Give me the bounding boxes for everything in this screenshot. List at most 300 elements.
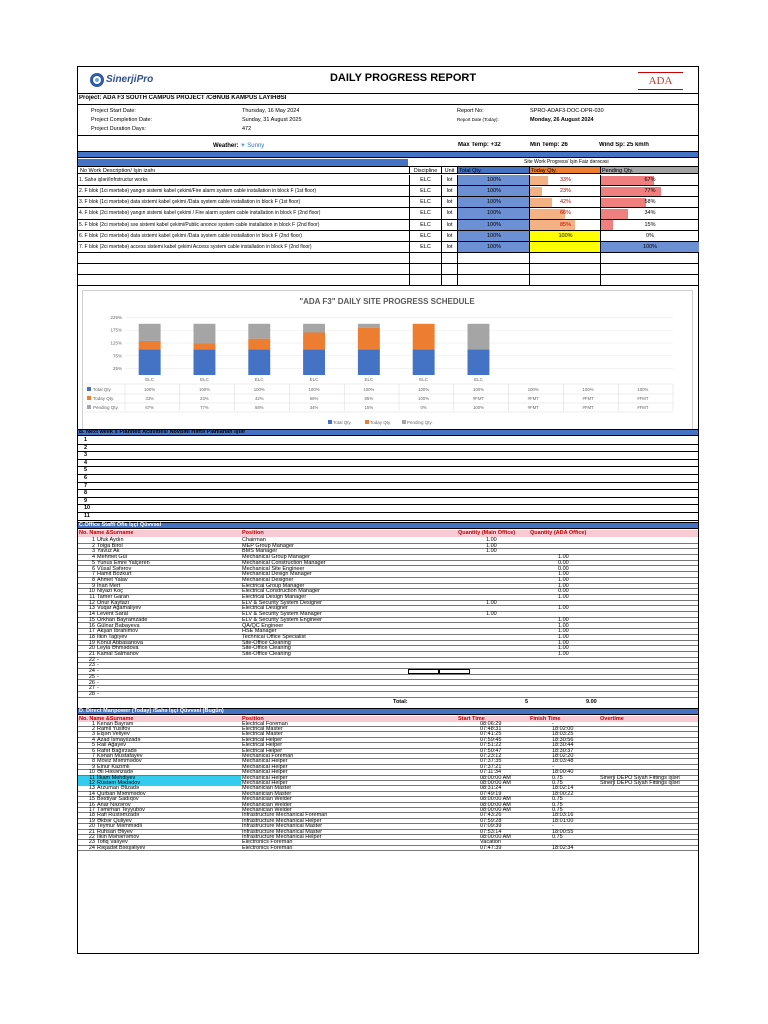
mp-no: 6 xyxy=(91,747,95,754)
office-no: 8 xyxy=(91,576,95,583)
office-ada-qty: 1.00 xyxy=(558,622,569,629)
x-tick-label: ELC xyxy=(145,377,155,382)
total-ada: 9.00 xyxy=(586,698,597,705)
empty-cell xyxy=(441,264,442,274)
office-ada-qty: 1.00 xyxy=(558,576,569,583)
next-week-no: 4 xyxy=(84,459,88,466)
weather-label: Weather: xyxy=(213,143,239,149)
bar-pending xyxy=(358,324,380,328)
mp-no: 4 xyxy=(91,736,95,743)
next-week-row xyxy=(78,483,698,491)
data-label: 15% xyxy=(364,405,374,410)
mp-position: Mechanical Helper xyxy=(242,769,288,776)
mp-finish: - xyxy=(552,823,554,830)
mp-overtime: Sinerji DEPO Siyah Fittings işləri xyxy=(600,780,680,786)
mp-name: Rafi Rüstəmzadə xyxy=(97,812,140,819)
office-no: 26 xyxy=(88,679,95,686)
mp-no: 21 xyxy=(88,828,95,835)
office-name: Tamer Garan xyxy=(97,594,130,600)
mp-finish: 18:01:00 xyxy=(552,817,574,824)
office-position: ELV & Security System Manager xyxy=(242,611,322,618)
start-date: Thursday, 16 May 2024 xyxy=(242,108,300,114)
empty-cell xyxy=(457,253,458,263)
mp-finish: 18:03:16 xyxy=(552,812,574,819)
office-name: - xyxy=(97,656,99,663)
start-date-label: Project Start Date: xyxy=(91,108,136,114)
bar-pending xyxy=(139,324,161,341)
mp-name: İlkin Məhərrəmov xyxy=(97,834,140,840)
y-tick-label: 75% xyxy=(112,353,122,359)
office-name: Leyla Əhmədova xyxy=(97,645,139,652)
work-unit: lot xyxy=(441,197,457,207)
section-b-title: B. Next week`s Planned Activities/ Növbəti Həftə Planlanan İşlər xyxy=(79,429,246,435)
work-today: 100% xyxy=(558,232,573,239)
work-unit: lot xyxy=(441,242,457,252)
office-no: 21 xyxy=(88,651,95,657)
mp-no: 2 xyxy=(91,726,95,732)
work-today-cell xyxy=(529,208,600,218)
col-pending: Pending Qty. xyxy=(600,167,698,173)
data-label: 33% xyxy=(145,396,154,401)
office-main-qty: 1.00 xyxy=(486,542,497,549)
section-c-title: C.Office Staff/ Ofis İşçi Qüvvəsi xyxy=(79,522,162,528)
office-name: Tolga Birol xyxy=(97,542,123,549)
data-label: 100% xyxy=(308,387,320,392)
y-tick-label: 175% xyxy=(110,327,122,333)
mp-start: 08:00:00 AM xyxy=(480,774,511,781)
mp-position: Infrastructure Mechanical Helper xyxy=(242,817,322,824)
weather-value: ☀ Sunny xyxy=(240,143,265,149)
bar-total xyxy=(413,349,435,375)
office-ada-qty: 1.00 xyxy=(558,639,569,646)
work-row xyxy=(78,186,698,197)
office-name: Könül Abbasanova xyxy=(97,639,143,646)
mp-start: 07:11:34 xyxy=(480,769,502,776)
office-no: 3 xyxy=(91,548,95,555)
mp-start: 07:59:45 xyxy=(480,736,502,743)
completion-date-label: Project Completion Date: xyxy=(91,117,153,123)
office-name: Levent Saral xyxy=(97,611,128,618)
office-position: ELV & Security System Designer xyxy=(242,599,322,606)
office-no: 16 xyxy=(88,622,95,629)
empty-cell xyxy=(600,253,601,263)
mp-finish: 18:02:34 xyxy=(552,844,574,851)
mp-name: Rəşadət Bəxşəliyev xyxy=(97,844,146,851)
legend-swatch xyxy=(87,387,91,391)
section-a-sub xyxy=(78,159,408,166)
office-position: ELV & Security System Engineer xyxy=(242,616,322,623)
office-no: 4 xyxy=(91,554,95,561)
mp-position: Electrical Foreman xyxy=(242,720,288,727)
y-tick-label: 25% xyxy=(112,366,122,372)
work-total-cell xyxy=(457,186,529,196)
mp-no: 24 xyxy=(88,844,95,851)
work-row xyxy=(78,231,698,242)
mp-position: Infrastructure Mechanical Helper xyxy=(242,834,322,840)
next-week-row xyxy=(78,445,698,453)
mp-name: Kenan Bayram xyxy=(97,720,134,727)
mp-name: Ruhsan Əliyev xyxy=(97,828,133,835)
next-week-row xyxy=(78,498,698,506)
work-discipline: ELC xyxy=(409,220,441,230)
mp-start: 07:23:12 xyxy=(480,753,502,759)
work-total: 100% xyxy=(486,188,502,195)
report-title: DAILY PROGRESS REPORT xyxy=(329,72,477,84)
data-label: 100% xyxy=(363,387,375,392)
mp-no: 19 xyxy=(88,817,95,824)
office-total-row xyxy=(78,699,698,706)
data-label: 58% xyxy=(254,405,264,410)
sinerjipro-logo xyxy=(88,71,158,89)
work-discipline: ELC xyxy=(409,175,441,185)
report-date: Monday, 26 August 2024 xyxy=(530,117,594,123)
mp-name: Əkbər Quliyev xyxy=(97,817,132,824)
work-desc: 6. F blok (2ci mərtəbə) data sistemi kabel çekimi /Data system cable installation in block F (2nd floor) xyxy=(79,232,302,239)
empty-cell xyxy=(529,264,530,274)
office-col-position: Position xyxy=(242,530,264,536)
mp-position: Mechanical Helper xyxy=(242,758,288,765)
work-today-cell xyxy=(529,175,600,185)
work-pending-cell xyxy=(600,220,698,230)
office-name: Hamit Bozkurt xyxy=(97,571,132,578)
office-name: Onur Kaytazı xyxy=(97,599,130,606)
data-label: 100% xyxy=(418,387,430,392)
next-week-row xyxy=(78,460,698,468)
data-label: 23% xyxy=(200,396,209,401)
office-no: 25 xyxy=(88,673,95,680)
mp-start: 07:59:28 xyxy=(480,817,502,824)
office-name: Akşan İbrahimov xyxy=(97,628,138,635)
office-name: Yavuz Ak xyxy=(97,548,120,555)
mp-name: Teymur Məmmədli xyxy=(97,823,142,830)
office-position: Site-Office Cleaning xyxy=(242,639,291,646)
office-ada-qty: 1.00 xyxy=(558,645,569,652)
work-today: 33% xyxy=(559,177,571,183)
mp-no: 23 xyxy=(88,839,95,846)
data-label: #FMT xyxy=(637,405,649,410)
office-no: 13 xyxy=(88,605,95,612)
empty-cell xyxy=(457,264,458,274)
work-total-cell xyxy=(457,242,529,252)
work-today: 23% xyxy=(559,188,571,195)
data-label: 100% xyxy=(637,387,649,392)
mp-position: Mechanician Welder xyxy=(242,796,292,803)
work-total: 100% xyxy=(486,221,502,228)
work-desc: 5. F blok (2ci mərtəbə) səs sistemi kabel çekimi/Public anonce system cable installation in block F (2nd floor) xyxy=(79,221,320,228)
mp-position: Electronics Foreman xyxy=(242,839,293,846)
mp-name: Anar Nəzərov xyxy=(97,801,131,808)
col-total: Total Qty. xyxy=(457,167,529,173)
work-today: 85% xyxy=(559,221,571,228)
mp-name: Rafət Bağırzadə xyxy=(97,747,137,754)
office-no: 11 xyxy=(89,594,95,600)
mp-name: Tofiq Valıyev xyxy=(97,839,128,846)
work-row xyxy=(78,220,698,231)
work-pending: 15% xyxy=(644,221,656,228)
section-a-bar xyxy=(78,151,698,158)
office-name: Mehmet Gül xyxy=(97,554,127,561)
work-pending: 34% xyxy=(644,210,656,217)
max-temp: Max Temp: +32 xyxy=(458,142,501,148)
bar-total xyxy=(358,349,380,375)
office-name: Orkhan Bayramzade xyxy=(97,616,148,623)
office-no: 7 xyxy=(91,571,95,578)
mp-finish: 18:30:37 xyxy=(552,747,574,754)
office-ada-qty: 1.00 xyxy=(558,651,569,657)
mp-name: Bəxtiyar Sadıqov xyxy=(97,796,139,803)
data-label: 100% xyxy=(198,387,210,392)
mp-start: 08:00:00 AM xyxy=(480,780,511,786)
project-line xyxy=(79,95,286,101)
office-name: Vuqar Ağamaliyev xyxy=(97,605,142,612)
office-no: 18 xyxy=(88,633,95,640)
next-week-no: 11 xyxy=(84,513,90,519)
work-desc: 2. F blok (1ci mərtəbə) yangın sistemi kabel çekimi/Fire alarm system cable installation in block F (1st floor) xyxy=(79,188,317,195)
office-ada-qty: 1.00 xyxy=(558,633,569,640)
bottom-legend-label: Today Qty. xyxy=(370,420,392,425)
work-today-cell xyxy=(529,231,600,241)
next-week-row xyxy=(78,437,698,445)
bar-today xyxy=(139,341,161,349)
mp-no: 7 xyxy=(91,753,95,759)
bar-today xyxy=(303,333,325,350)
data-label: #FMT xyxy=(582,396,594,401)
work-total: 100% xyxy=(486,243,502,250)
mp-position: Mechanical Helper xyxy=(242,780,288,786)
data-label: 66% xyxy=(309,396,319,401)
mp-finish: 18:02:14 xyxy=(552,785,574,792)
work-unit: lot xyxy=(441,175,457,185)
mp-start: 07:43:26 xyxy=(480,812,502,819)
mp-finish: 18:30:56 xyxy=(552,736,574,743)
bar-today xyxy=(248,339,270,350)
empty-cell xyxy=(441,253,442,263)
manpower-row xyxy=(78,846,698,851)
office-position: Chairman xyxy=(242,537,266,543)
mp-name: Ramil Yusifov xyxy=(97,726,131,732)
office-main-qty: 1.00 xyxy=(486,548,497,555)
weather-line xyxy=(213,142,264,149)
work-unit: lot xyxy=(441,220,457,230)
bar-total xyxy=(468,349,490,375)
office-position: Technical Office Specialist xyxy=(242,633,306,640)
mp-col-name: No. Name &Surname xyxy=(79,715,134,722)
office-ada-qty: 1.00 xyxy=(558,616,569,623)
empty-cell xyxy=(409,253,410,263)
work-total-cell xyxy=(457,208,529,218)
next-week-no: 6 xyxy=(84,475,88,481)
mp-start: Vacation xyxy=(480,839,501,846)
wind-speed: Wind Sp: 25 km/h xyxy=(599,142,649,148)
office-no: 27 xyxy=(88,685,95,692)
office-header xyxy=(78,530,698,537)
empty-cell xyxy=(600,264,601,274)
y-tick-label: 225% xyxy=(110,314,122,320)
bar-pending xyxy=(194,324,216,344)
office-main-qty: 1.00 xyxy=(486,611,497,618)
mp-no: 3 xyxy=(91,731,95,738)
data-label: 67% xyxy=(145,405,154,410)
work-row-empty xyxy=(78,253,698,264)
mp-no: 14 xyxy=(88,790,95,797)
work-today: 66% xyxy=(559,210,571,217)
data-label: #FMT xyxy=(472,396,485,401)
report-date-label: Report Date (Today): xyxy=(457,117,499,122)
next-week-no: 10 xyxy=(84,505,91,512)
empty-cell xyxy=(457,275,458,285)
work-today-cell xyxy=(529,242,600,252)
office-position: Electrical Design Manager xyxy=(242,594,307,600)
work-total-cell xyxy=(457,197,529,207)
series-name: Today Qty. xyxy=(93,396,115,401)
office-ada-qty: 1.00 xyxy=(558,628,569,635)
office-col-main: Quantity (Main Office) xyxy=(458,530,516,536)
mp-no: 9 xyxy=(91,763,95,770)
work-pending-cell xyxy=(600,197,698,207)
col-discipline: Discipline xyxy=(409,167,441,173)
office-ada-qty: 1.00 xyxy=(558,554,569,561)
mp-finish: 0.75 xyxy=(552,834,563,840)
box-cell xyxy=(408,669,439,674)
office-ada-qty: 0.00 xyxy=(558,565,569,572)
work-pending-cell xyxy=(600,175,698,185)
mp-name: Elnur Kazımlı xyxy=(97,763,130,770)
work-row-empty xyxy=(78,275,698,286)
mp-name: Arzuman Əlizadə xyxy=(97,785,140,792)
office-position: Mechanical Designer xyxy=(242,576,294,583)
work-discipline: ELC xyxy=(409,242,441,252)
mp-position: Mechanical Foreman xyxy=(242,753,294,759)
office-name: Ufuk Aydın xyxy=(97,537,124,543)
office-no: 15 xyxy=(88,616,95,623)
work-row xyxy=(78,242,698,253)
office-name: - xyxy=(97,673,99,680)
office-position: MEP Group Manager xyxy=(242,542,294,549)
office-main-qty: 1.00 xyxy=(486,599,497,606)
office-name: - xyxy=(97,679,99,686)
mp-start: 07:37:35 xyxy=(480,758,502,765)
next-week-row xyxy=(78,475,698,483)
mp-start: 07:37:21 xyxy=(480,763,502,770)
work-total: 100% xyxy=(486,199,502,206)
mp-finish: 18:03:25 xyxy=(552,731,574,738)
office-name: - xyxy=(97,662,99,669)
mp-position: Mechanical Helper xyxy=(242,774,288,781)
data-label: 34% xyxy=(309,405,319,410)
total-label: Total: xyxy=(393,698,408,705)
mp-no: 13 xyxy=(88,785,95,792)
work-row xyxy=(78,175,698,186)
logo-text: SinerjiPro xyxy=(106,74,154,85)
work-desc: 7. F blok (2ci mərtəbə) access sistemi kabel çekimi Access system cable installation in block F (2nd floor) xyxy=(79,243,312,250)
section-d-title: D. Direct Manpower (Today) /Sahə İşçi Qüvvəsi (Bugün) xyxy=(79,707,224,714)
office-main-qty: 1.00 xyxy=(486,537,497,543)
ada-logo xyxy=(638,72,683,90)
mp-position: Infrastructure Mechanical Master xyxy=(242,828,323,835)
completion-date: Sunday, 31 August 2025 xyxy=(242,117,302,123)
series-name: Pending Qty. xyxy=(93,405,119,410)
project-name: ADA F3 SOUTH CAMPUS PROJECT /CƏNUB KAMPUS LAYİHƏSİ xyxy=(102,95,287,101)
bottom-legend-label: Pending Qty. xyxy=(407,420,433,425)
office-ada-qty: 1.00 xyxy=(558,594,569,600)
mp-position: Mechanician Master xyxy=(242,785,292,792)
next-week-row xyxy=(78,505,698,513)
mp-finish: 18:00:22 xyxy=(552,790,574,797)
empty-cell xyxy=(529,253,530,263)
mp-start: 07:49:19 xyxy=(480,790,502,797)
mp-finish: - xyxy=(552,763,554,770)
mp-position: Mechanical Helper xyxy=(242,763,288,770)
mp-name: Təmirhan Teyyubov xyxy=(97,807,145,813)
empty-cell xyxy=(600,275,601,285)
min-temp: Min Temp: 26 xyxy=(530,142,568,148)
mp-start: 08:00:00 AM xyxy=(480,801,511,808)
office-position: Mechanical Construction Manager xyxy=(242,559,326,566)
report-sheet xyxy=(77,66,699,954)
work-pending-cell xyxy=(600,186,698,196)
mp-position: Infrastructure Mechanical Master xyxy=(242,823,323,830)
work-total-cell xyxy=(457,175,529,185)
mp-no: 16 xyxy=(88,801,95,808)
mp-name: Qurban Məmmədov xyxy=(97,790,146,797)
ada-logo-text: ADA xyxy=(648,75,673,87)
office-ada-qty: 1.00 xyxy=(558,582,569,589)
x-tick-label: ELC xyxy=(419,377,429,382)
work-desc: 4. F blok (2ci mərtəbə) yangın sistemi kabel çekimi / Fire alarm system cable installation in block F (2nd floor) xyxy=(79,210,321,217)
office-no: 28 xyxy=(88,690,95,697)
data-label: #FMT xyxy=(637,396,649,401)
office-ada-qty: 1.00 xyxy=(558,571,569,578)
mp-no: 12 xyxy=(88,780,95,786)
office-no: 17 xyxy=(88,628,95,635)
office-no: 1 xyxy=(91,537,95,543)
work-desc: 3. F blok (1ci mərtəbə) data sistemi kabel çekimi /Data system cable installation in block F (1st floor) xyxy=(79,199,301,206)
office-row xyxy=(78,692,698,698)
office-no: 5 xyxy=(91,559,95,566)
office-position: Electrical Designer xyxy=(242,605,288,612)
bottom-legend-swatch xyxy=(402,420,406,424)
works-header xyxy=(78,166,698,174)
legend-swatch xyxy=(87,396,91,400)
bar-pending xyxy=(468,324,490,350)
project-label: Project: xyxy=(79,95,102,101)
mp-finish: 18:02:20 xyxy=(552,753,574,759)
bar-today xyxy=(358,328,380,350)
mp-start: 07:48:31 xyxy=(480,726,502,732)
work-discipline: ELC xyxy=(409,208,441,218)
mp-finish: 18:30:44 xyxy=(552,742,574,749)
data-label: #FMT xyxy=(527,396,539,401)
work-row-empty xyxy=(78,264,698,275)
bar-total xyxy=(194,349,216,375)
work-desc: 1. Sahə işləri/Infrstructur works xyxy=(79,177,148,183)
office-name: Vüsal Səfərov xyxy=(97,565,132,572)
office-ada-qty: 0.00 xyxy=(558,559,569,566)
col-work-desc: No Work Description/ İşin izahı xyxy=(80,168,156,174)
legend-swatch xyxy=(87,405,91,409)
mp-start: 07:47:39 xyxy=(480,844,502,851)
work-row xyxy=(78,197,698,208)
mp-finish: 18:00:55 xyxy=(552,828,574,835)
data-label: 100% xyxy=(582,387,594,392)
mp-position: Electronics Foreman xyxy=(242,844,293,851)
office-name: Yunus Emre Yalçeren xyxy=(97,559,150,566)
bar-today xyxy=(194,344,216,350)
office-no: 10 xyxy=(88,588,95,595)
office-ada-qty: 1.00 xyxy=(558,605,569,612)
office-no: 20 xyxy=(88,645,95,652)
report-no: SPRO-ADAF3-DOC-DPR-030 xyxy=(530,108,604,114)
